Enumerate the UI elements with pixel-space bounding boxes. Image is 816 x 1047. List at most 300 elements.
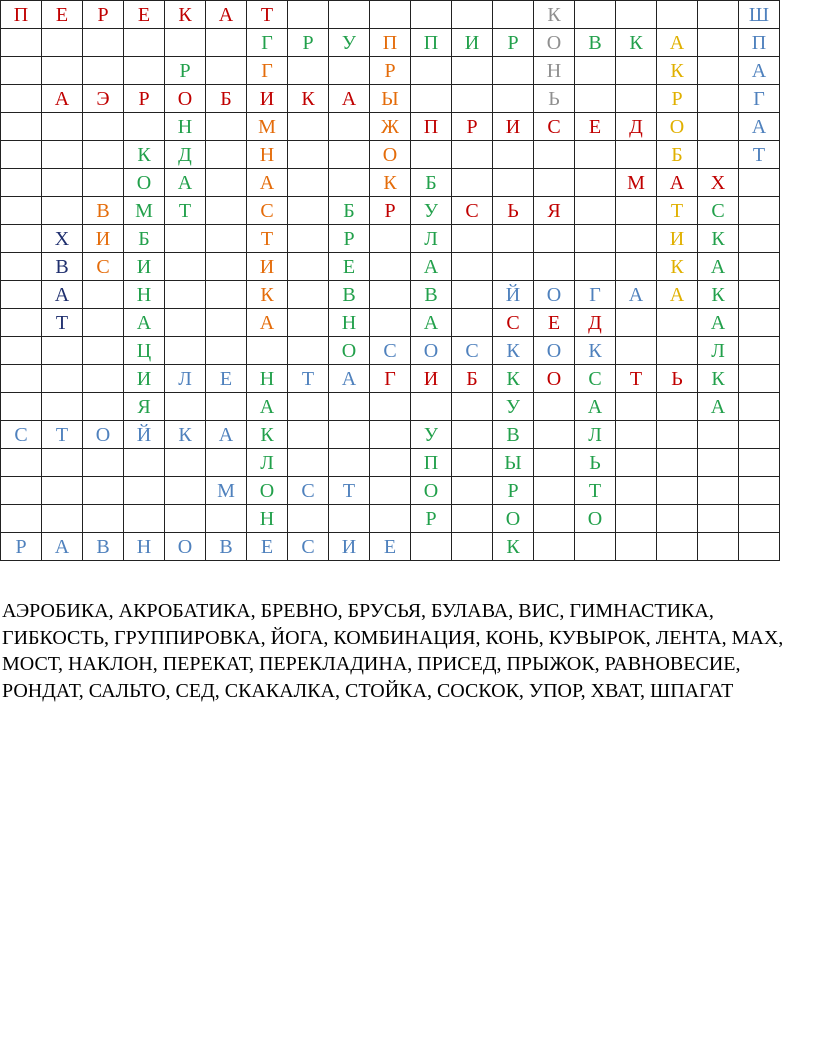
grid-cell: К (493, 337, 534, 365)
grid-cell: Т (42, 309, 83, 337)
grid-cell: Т (657, 197, 698, 225)
grid-cell (288, 505, 329, 533)
grid-cell: Я (534, 197, 575, 225)
grid-cell (124, 477, 165, 505)
grid-cell (534, 225, 575, 253)
grid-cell: А (206, 1, 247, 29)
grid-cell: О (493, 505, 534, 533)
grid-cell (1, 225, 42, 253)
grid-cell: Б (329, 197, 370, 225)
grid-cell: Т (739, 141, 780, 169)
grid-cell: Н (247, 505, 288, 533)
grid-cell (616, 449, 657, 477)
grid-cell (493, 57, 534, 85)
grid-cell (165, 393, 206, 421)
grid-cell (534, 253, 575, 281)
grid-cell (288, 169, 329, 197)
grid-cell (370, 1, 411, 29)
grid-cell (616, 505, 657, 533)
grid-cell: Ш (739, 1, 780, 29)
grid-cell (206, 29, 247, 57)
grid-cell (739, 505, 780, 533)
grid-cell (83, 281, 124, 309)
grid-row (1, 1, 780, 29)
grid-cell: И (247, 253, 288, 281)
grid-cell (206, 449, 247, 477)
grid-cell (124, 113, 165, 141)
grid-cell: О (165, 533, 206, 561)
grid-cell (370, 253, 411, 281)
grid-cell: У (411, 197, 452, 225)
grid-cell (42, 505, 83, 533)
grid-cell: Е (124, 1, 165, 29)
grid-cell (698, 141, 739, 169)
grid-cell: Й (124, 421, 165, 449)
grid-cell: Г (247, 29, 288, 57)
grid-cell: В (329, 281, 370, 309)
grid-cell (165, 281, 206, 309)
grid-row (1, 365, 780, 393)
grid-cell: П (370, 29, 411, 57)
grid-cell (165, 29, 206, 57)
word-list: АЭРОБИКА, АКРОБАТИКА, БРЕВНО, БРУСЬЯ, БУЛАВА, ВИС, ГИМНАСТИКА, ГИБКОСТЬ, ГРУППИРОВКА, ЙОГА, КОМБИНАЦИЯ, КОНЬ, КУВЫРОК, ЛЕНТА, МАХ, МОСТ, НАКЛОН, ПЕРЕКАТ, ПЕРЕКЛАДИНА, ПРИСЕД, ПРЫЖОК, РАВНОВЕСИЕ, РОНДАТ, САЛЬТО, СЕД, СКАКАЛКА, СТОЙКА, СОСКОК, УПОР, ХВАТ, ШПАГАТ (2, 600, 784, 702)
grid-cell: К (657, 253, 698, 281)
grid-cell (370, 449, 411, 477)
grid-cell (493, 169, 534, 197)
grid-cell (575, 141, 616, 169)
grid-cell: К (575, 337, 616, 365)
grid-cell: Д (165, 141, 206, 169)
grid-cell: М (247, 113, 288, 141)
grid-cell (657, 421, 698, 449)
grid-cell: Н (247, 365, 288, 393)
grid-cell (452, 393, 493, 421)
grid-cell (370, 505, 411, 533)
grid-cell (1, 477, 42, 505)
grid-cell: С (370, 337, 411, 365)
grid-cell (42, 393, 83, 421)
grid-cell (288, 57, 329, 85)
grid-cell (452, 85, 493, 113)
grid-cell (370, 309, 411, 337)
grid-cell: Р (165, 57, 206, 85)
grid-cell (42, 449, 83, 477)
grid-cell (370, 477, 411, 505)
grid-cell: С (534, 113, 575, 141)
grid-cell: С (575, 365, 616, 393)
grid-cell: Д (616, 113, 657, 141)
grid-cell (1, 253, 42, 281)
grid-cell: У (329, 29, 370, 57)
grid-cell (739, 393, 780, 421)
grid-cell: Е (247, 533, 288, 561)
grid-cell: Ь (657, 365, 698, 393)
grid-cell (206, 505, 247, 533)
grid-cell: М (616, 169, 657, 197)
grid-cell: О (329, 337, 370, 365)
grid-cell: О (247, 477, 288, 505)
grid-cell: К (493, 365, 534, 393)
grid-cell: И (83, 225, 124, 253)
grid-cell (534, 141, 575, 169)
grid-cell: А (657, 169, 698, 197)
grid-cell: Р (657, 85, 698, 113)
grid-cell (288, 309, 329, 337)
grid-cell: И (124, 365, 165, 393)
grid-cell (698, 85, 739, 113)
grid-cell: О (534, 281, 575, 309)
grid-cell: С (247, 197, 288, 225)
grid-cell (452, 505, 493, 533)
grid-cell (616, 225, 657, 253)
grid-row (1, 113, 780, 141)
grid-cell (452, 141, 493, 169)
grid-cell: В (575, 29, 616, 57)
crossword-grid-body (1, 1, 780, 561)
grid-cell (452, 225, 493, 253)
grid-cell: П (739, 29, 780, 57)
grid-cell: Г (370, 365, 411, 393)
grid-cell (329, 421, 370, 449)
grid-row (1, 141, 780, 169)
grid-row (1, 309, 780, 337)
grid-cell (288, 197, 329, 225)
grid-cell (1, 169, 42, 197)
grid-cell (493, 1, 534, 29)
grid-cell (165, 477, 206, 505)
grid-cell: Т (247, 1, 288, 29)
grid-cell (534, 477, 575, 505)
grid-cell (575, 1, 616, 29)
grid-cell: К (165, 421, 206, 449)
grid-cell: К (247, 421, 288, 449)
grid-cell: А (657, 29, 698, 57)
grid-cell (42, 29, 83, 57)
grid-cell (739, 309, 780, 337)
grid-row (1, 505, 780, 533)
grid-cell (83, 57, 124, 85)
grid-cell (1, 365, 42, 393)
grid-cell (247, 337, 288, 365)
grid-cell (288, 253, 329, 281)
grid-cell: Н (534, 57, 575, 85)
grid-cell: Р (83, 1, 124, 29)
grid-cell (739, 477, 780, 505)
grid-cell: О (370, 141, 411, 169)
grid-cell (616, 85, 657, 113)
grid-cell: Н (124, 533, 165, 561)
grid-cell (739, 533, 780, 561)
grid-cell: С (493, 309, 534, 337)
grid-cell (411, 1, 452, 29)
grid-cell (657, 449, 698, 477)
grid-cell (698, 477, 739, 505)
grid-cell: П (411, 113, 452, 141)
grid-cell (206, 169, 247, 197)
grid-cell (206, 141, 247, 169)
grid-cell: Б (657, 141, 698, 169)
grid-cell (657, 393, 698, 421)
grid-cell: Т (575, 477, 616, 505)
grid-cell (1, 57, 42, 85)
grid-cell: Р (370, 197, 411, 225)
grid-row (1, 533, 780, 561)
grid-cell: К (124, 141, 165, 169)
grid-cell (452, 533, 493, 561)
grid-cell: О (657, 113, 698, 141)
grid-cell: У (411, 421, 452, 449)
grid-cell: Х (698, 169, 739, 197)
grid-cell (575, 169, 616, 197)
grid-cell (288, 141, 329, 169)
grid-cell: А (575, 393, 616, 421)
grid-cell: И (493, 113, 534, 141)
grid-cell (616, 393, 657, 421)
grid-cell (657, 505, 698, 533)
grid-cell: В (411, 281, 452, 309)
grid-cell (452, 281, 493, 309)
grid-cell (1, 449, 42, 477)
grid-cell (534, 505, 575, 533)
grid-cell: Т (616, 365, 657, 393)
grid-cell: Ь (575, 449, 616, 477)
grid-cell (698, 29, 739, 57)
grid-cell: Р (493, 29, 534, 57)
grid-cell (452, 449, 493, 477)
grid-cell (206, 253, 247, 281)
grid-cell: А (739, 113, 780, 141)
grid-cell: В (42, 253, 83, 281)
grid-cell (329, 57, 370, 85)
grid-cell (206, 197, 247, 225)
grid-cell (83, 169, 124, 197)
grid-cell (452, 309, 493, 337)
grid-cell (616, 337, 657, 365)
grid-cell (83, 113, 124, 141)
grid-cell (698, 113, 739, 141)
grid-cell: Ь (534, 85, 575, 113)
grid-cell: Р (329, 225, 370, 253)
grid-cell: Н (165, 113, 206, 141)
grid-cell: А (206, 421, 247, 449)
grid-cell (452, 1, 493, 29)
grid-cell: Е (42, 1, 83, 29)
grid-cell (698, 57, 739, 85)
grid-cell: А (411, 309, 452, 337)
grid-cell (534, 449, 575, 477)
grid-cell (739, 169, 780, 197)
grid-cell: К (698, 225, 739, 253)
grid-cell (206, 309, 247, 337)
grid-cell (452, 477, 493, 505)
grid-cell: Е (206, 365, 247, 393)
grid-cell (739, 253, 780, 281)
grid-cell: О (534, 365, 575, 393)
grid-cell (329, 393, 370, 421)
grid-cell: И (329, 533, 370, 561)
grid-cell (698, 533, 739, 561)
grid-cell: Ы (370, 85, 411, 113)
grid-cell: К (493, 533, 534, 561)
grid-cell: О (83, 421, 124, 449)
grid-cell (616, 309, 657, 337)
grid-cell: Б (124, 225, 165, 253)
grid-cell (698, 505, 739, 533)
grid-cell (124, 57, 165, 85)
grid-cell: Г (247, 57, 288, 85)
grid-cell: Ц (124, 337, 165, 365)
grid-cell: А (247, 169, 288, 197)
grid-cell (124, 505, 165, 533)
grid-cell (1, 393, 42, 421)
grid-cell: Е (329, 253, 370, 281)
grid-cell (575, 225, 616, 253)
grid-cell (534, 421, 575, 449)
grid-cell (329, 113, 370, 141)
grid-cell (83, 365, 124, 393)
grid-cell (206, 225, 247, 253)
grid-cell: Э (83, 85, 124, 113)
grid-row (1, 169, 780, 197)
grid-cell (83, 29, 124, 57)
grid-cell (124, 29, 165, 57)
grid-cell: Л (698, 337, 739, 365)
grid-row (1, 449, 780, 477)
grid-cell (42, 57, 83, 85)
grid-cell (739, 421, 780, 449)
grid-cell: С (83, 253, 124, 281)
grid-cell (1, 85, 42, 113)
grid-cell (616, 533, 657, 561)
grid-cell (83, 337, 124, 365)
grid-cell (1, 309, 42, 337)
grid-cell (657, 477, 698, 505)
grid-cell (616, 57, 657, 85)
grid-cell (83, 477, 124, 505)
grid-cell (83, 505, 124, 533)
grid-cell: А (411, 253, 452, 281)
grid-cell (616, 253, 657, 281)
grid-row (1, 197, 780, 225)
grid-cell (411, 141, 452, 169)
grid-cell: И (247, 85, 288, 113)
grid-cell: Г (739, 85, 780, 113)
grid-cell: В (83, 533, 124, 561)
grid-cell (575, 85, 616, 113)
grid-cell (370, 225, 411, 253)
grid-cell: О (124, 169, 165, 197)
grid-cell (452, 169, 493, 197)
grid-cell: Б (452, 365, 493, 393)
grid-cell: Я (124, 393, 165, 421)
grid-cell (42, 337, 83, 365)
grid-cell (206, 281, 247, 309)
grid-cell (411, 533, 452, 561)
grid-cell (657, 337, 698, 365)
grid-cell: А (657, 281, 698, 309)
grid-cell (411, 57, 452, 85)
grid-row (1, 85, 780, 113)
grid-cell (329, 449, 370, 477)
grid-cell (698, 421, 739, 449)
grid-cell: В (493, 421, 534, 449)
grid-cell (1, 281, 42, 309)
grid-cell: К (698, 281, 739, 309)
grid-cell (616, 197, 657, 225)
grid-cell: Р (124, 85, 165, 113)
grid-cell (493, 141, 534, 169)
grid-cell: Л (411, 225, 452, 253)
grid-row (1, 337, 780, 365)
grid-cell: К (165, 1, 206, 29)
grid-cell (83, 393, 124, 421)
grid-cell (1, 197, 42, 225)
grid-cell (1, 29, 42, 57)
grid-cell (739, 197, 780, 225)
grid-cell: А (698, 393, 739, 421)
grid-cell (165, 225, 206, 253)
grid-cell: А (165, 169, 206, 197)
grid-cell (1, 505, 42, 533)
grid-cell (329, 141, 370, 169)
grid-cell: Р (452, 113, 493, 141)
grid-cell (165, 309, 206, 337)
grid-cell (42, 365, 83, 393)
grid-cell: К (698, 365, 739, 393)
grid-cell (288, 113, 329, 141)
grid-cell: Н (247, 141, 288, 169)
grid-cell: А (329, 365, 370, 393)
grid-cell: Р (493, 477, 534, 505)
grid-row (1, 225, 780, 253)
grid-cell: К (657, 57, 698, 85)
grid-cell: А (739, 57, 780, 85)
grid-cell (329, 1, 370, 29)
grid-cell (42, 197, 83, 225)
grid-cell (165, 505, 206, 533)
grid-cell (42, 477, 83, 505)
grid-cell (288, 281, 329, 309)
grid-cell (739, 449, 780, 477)
grid-cell: Р (288, 29, 329, 57)
grid-cell (165, 449, 206, 477)
grid-cell (206, 57, 247, 85)
grid-row (1, 29, 780, 57)
grid-cell: Т (288, 365, 329, 393)
grid-cell: П (411, 449, 452, 477)
grid-cell: У (493, 393, 534, 421)
grid-cell: Н (329, 309, 370, 337)
grid-cell: В (83, 197, 124, 225)
grid-cell: Р (411, 505, 452, 533)
grid-cell (657, 1, 698, 29)
grid-cell: Е (370, 533, 411, 561)
grid-cell (42, 169, 83, 197)
grid-cell (288, 421, 329, 449)
grid-cell (329, 505, 370, 533)
grid-cell (616, 141, 657, 169)
grid-cell: Р (1, 533, 42, 561)
grid-cell (575, 533, 616, 561)
grid-cell: А (698, 253, 739, 281)
grid-cell (206, 337, 247, 365)
grid-cell: А (124, 309, 165, 337)
grid-cell: Б (411, 169, 452, 197)
grid-cell: В (206, 533, 247, 561)
grid-cell (1, 113, 42, 141)
grid-cell: К (534, 1, 575, 29)
grid-cell: К (288, 85, 329, 113)
